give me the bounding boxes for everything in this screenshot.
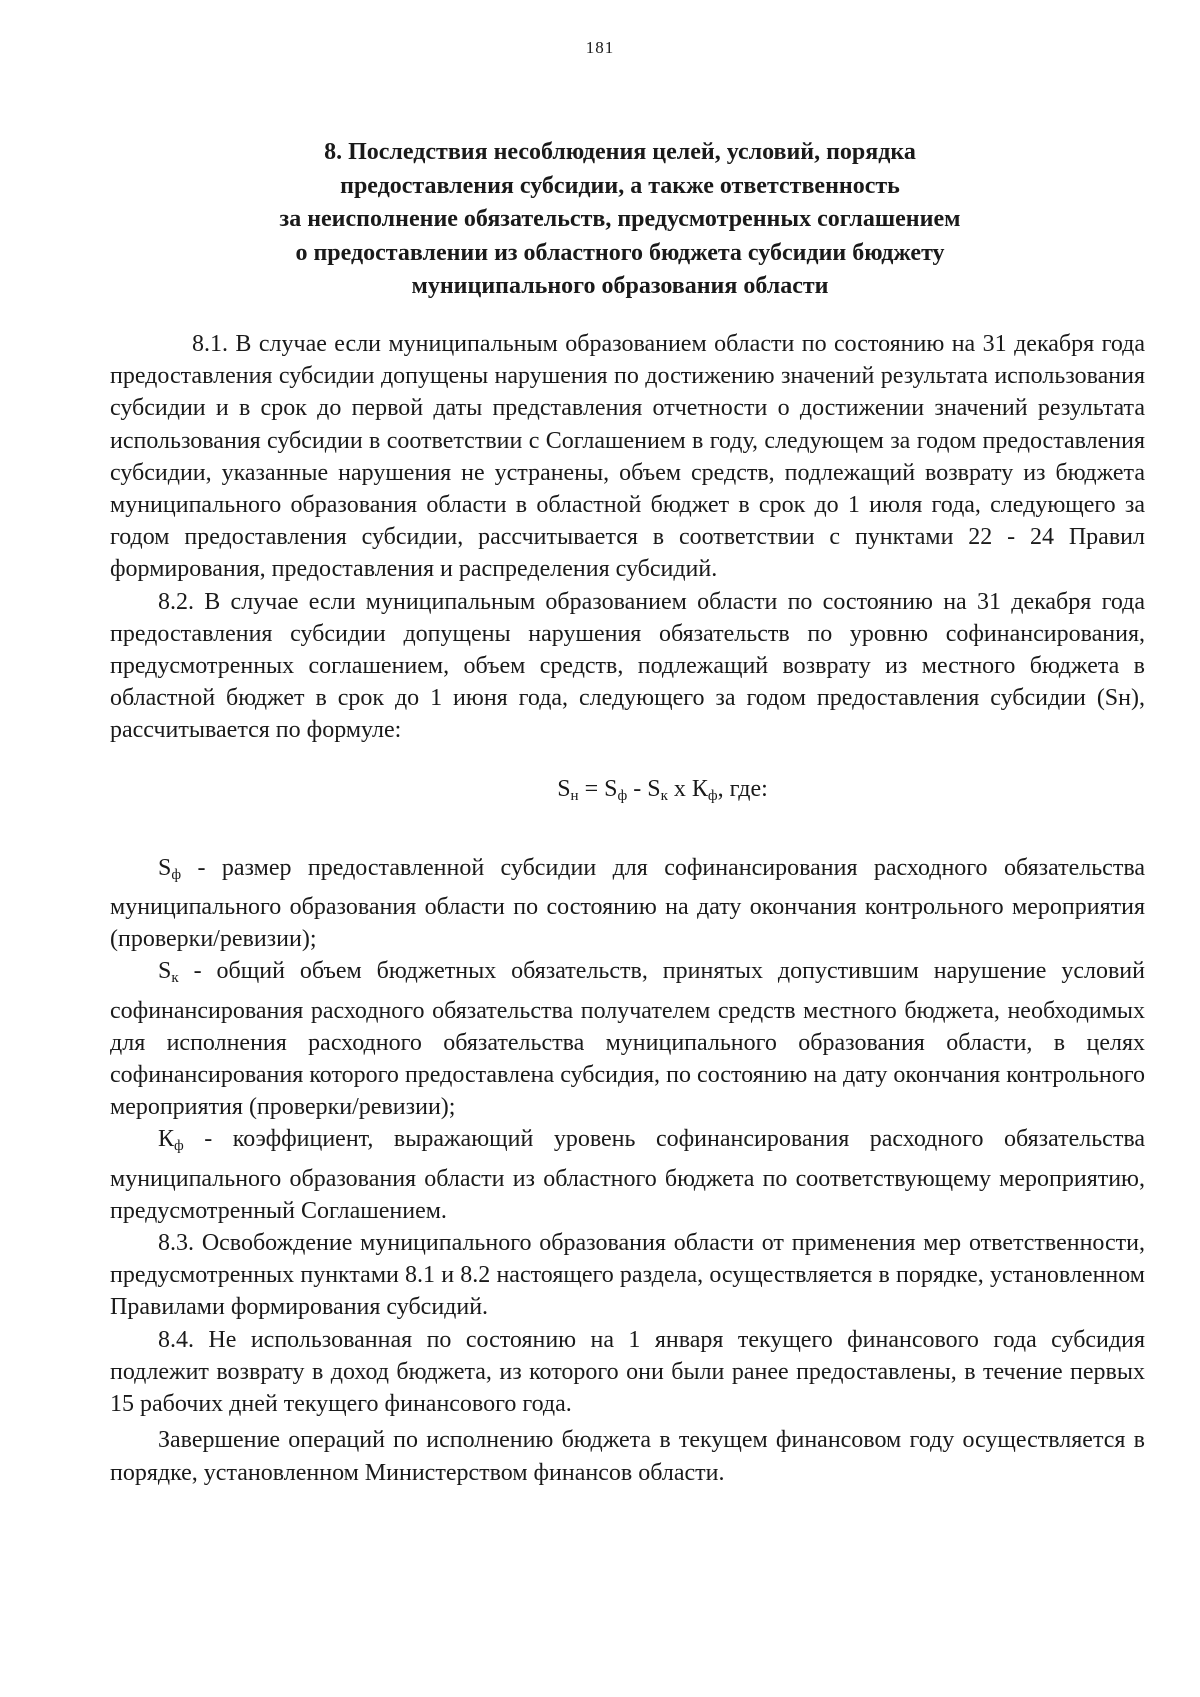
heading-line: 8. Последствия несоблюдения целей, условий, порядка xyxy=(324,139,916,165)
paragraph-8-1: 8.1. В случае если муниципальным образованием области по состоянию на 31 декабря года предоставления субсидии допущены нарушения по достижению значений результата использования субсидии и в срок до первой даты представления отчетности о достижении значений результата использования субсидии в соответствии с Соглашением в году, следующем за годом предоставления субсидии, указанные нарушения не устранены, объем средств, подлежащий возврату из бюджета муниципального образования области в областной бюджет в срок до 1 июля года, следующего за годом предоставления субсидии, рассчитывается в соответствии с пунктами 22 - 24 Правил формирования, предоставления и распределения субсидий. xyxy=(110,331,1145,583)
definition-sf: $S_ф$ - размер предоставленной субсидии для софинансирования расходного обязательства муниципального образования области по состоянию на дату окончания контрольного мероприятия (проверки/ревизии); xyxy=(110,854,1145,953)
paragraph-final: Завершение операций по исполнению бюджета в текущем финансовом году осуществляется в порядке, установленном Министерством финансов области. xyxy=(110,1427,1145,1486)
paragraph-8-4: 8.4. Не использованная по состоянию на 1 января текущего финансового года субсидия подлежит возврату в доход бюджета, из которого они были ранее предоставлены, в течение первых 15 рабочих дней текущего финансового года. xyxy=(110,1326,1145,1418)
definition-sk: $S_к$ - общий объем бюджетных обязательств, принятых допустившим нарушение условий софинансирования расходного обязательства получателем средств местного бюджета, необходимых для исполнения расходного обязательства муниципального образования области, в целях софинансирования которого предоставлена субсидия, по состоянию на дату окончания контрольного мероприятия (проверки/ревизии); xyxy=(110,958,1145,1121)
page-number: 181 xyxy=(585,38,615,57)
formula: $S_н = S_ф - S_к$ х $К_ф$, где: xyxy=(557,775,768,804)
paragraph-8-3: 8.3. Освобождение муниципального образования области от применения мер ответственности, предусмотренных пунктами 8.1 и 8.2 настоящего раздела, осуществляется в порядке, установленном Правилами формирования субсидий. xyxy=(110,1230,1145,1321)
heading-line: предоставления субсидии, а также ответственность xyxy=(340,172,900,199)
section-heading xyxy=(150,136,1090,304)
heading-line: муниципального образования области xyxy=(411,273,829,299)
heading-line: о предоставлении из областного бюджета субсидии бюджету xyxy=(295,239,945,266)
heading-line: за неисполнение обязательств, предусмотренных соглашением xyxy=(279,206,961,232)
document-body xyxy=(110,328,1145,1489)
paragraph-8-2: 8.2. В случае если муниципальным образованием области по состоянию на 31 декабря года предоставления субсидии допущены нарушения обязательств по уровню софинансирования, предусмотренных соглашением, объем средств, подлежащий возврату из местного бюджета в областной бюджет в срок до 1 июня года, следующего за годом предоставления субсидии (Sн), рассчитывается по формуле: xyxy=(110,588,1145,744)
definition-kf: $К_ф$ - коэффициент, выражающий уровень софинансирования расходного обязательства муниципального образования области из областного бюджета по соответствующему мероприятию, предусмотренный Соглашением. xyxy=(110,1126,1145,1224)
